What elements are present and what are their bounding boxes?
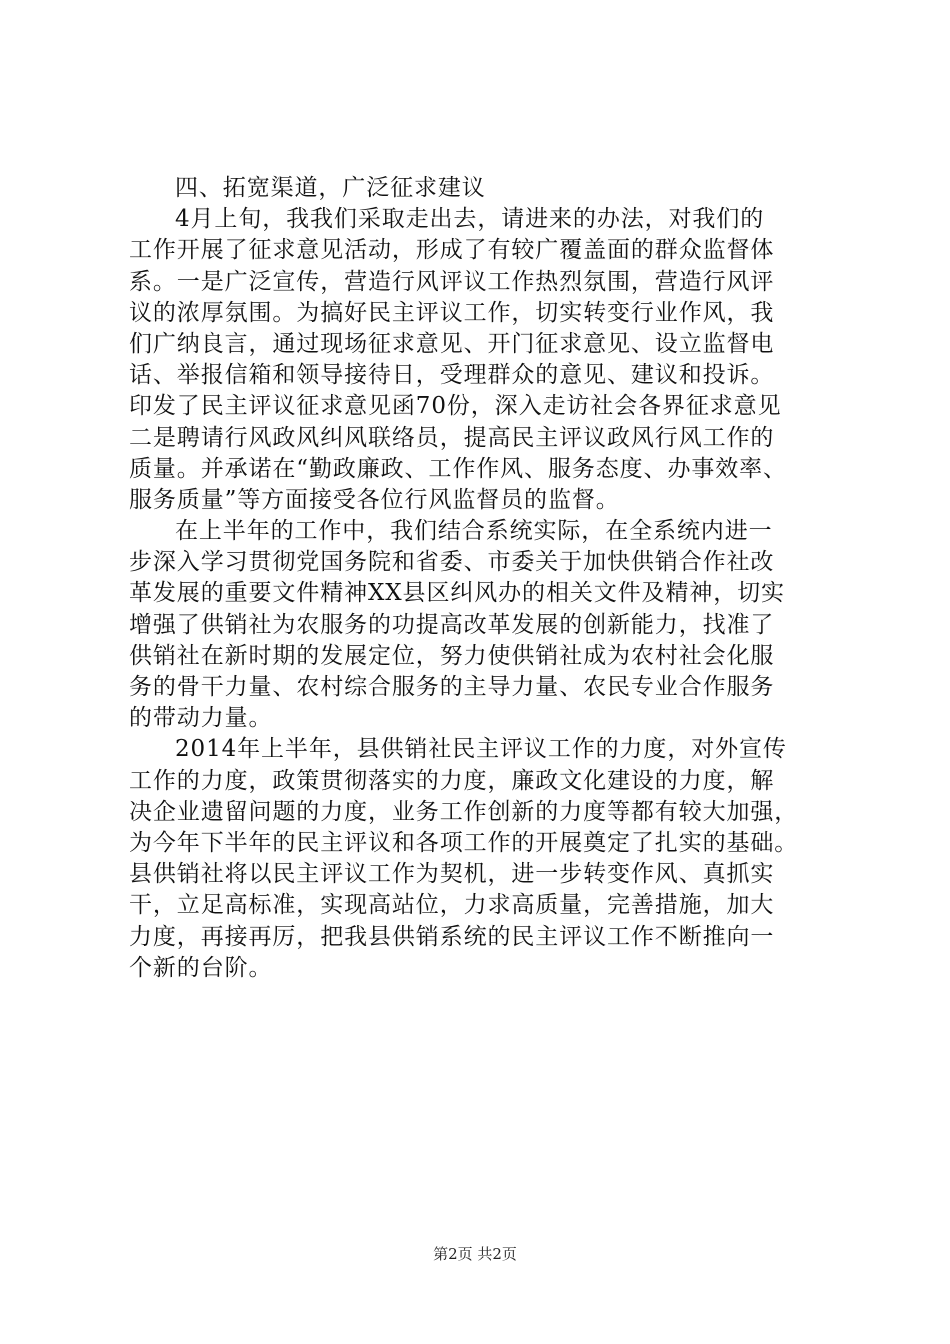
text-line: 步深入学习贯彻党国务院和省委、市委关于加快供销合作社改	[129, 549, 775, 576]
text-line: 四、拓宽渠道，广泛征求建议	[175, 175, 486, 201]
text-line: 们广纳良言，通过现场征求意见、开门征求意见、设立监督电	[129, 330, 775, 357]
text-line: 系。一是广泛宣传，营造行风评议工作热烈氛围，营造行风评	[129, 268, 775, 295]
text-line: 2014年上半年，县供销社民主评议工作的力度，对外宣传	[175, 736, 787, 763]
text-line: 干，立足高标准，实现高站位，力求高质量，完善措施，加大	[129, 892, 775, 919]
page-number-footer: 第2页 共2页	[433, 1245, 517, 1263]
text-line: 4月上旬，我我们采取走出去，请进来的办法，对我们的	[175, 206, 765, 233]
text-line: 二是聘请行风政风纠风联络员，提高民主评议政风行风工作的	[129, 424, 775, 451]
text-line: 力度，再接再厉，把我县供销系统的民主评议工作不断推向一	[129, 923, 775, 950]
text-line: 在上半年的工作中，我们结合系统实际，在全系统内进一	[175, 518, 773, 545]
section-heading	[129, 173, 829, 204]
text-line: 工作的力度，政策贯彻落实的力度，廉政文化建设的力度，解	[129, 767, 775, 794]
text-line: 的带动力量。	[129, 705, 273, 732]
text-line: 县供销社将以民主评议工作为契机，进一步转变作风、真抓实	[129, 861, 775, 888]
document-body	[129, 173, 829, 984]
text-line: 服务质量”等方面接受各位行风监督员的监督。	[129, 486, 620, 513]
text-line: 供销社在新时期的发展定位，努力使供销社成为农村社会化服	[129, 642, 775, 669]
text-line: 增强了供销社为农服务的功提高改革发展的创新能力，找准了	[129, 611, 775, 638]
text-line: 个新的台阶。	[129, 954, 273, 981]
paragraph	[129, 204, 829, 516]
text-line: 为今年下半年的民主评议和各项工作的开展奠定了扎实的基础。	[129, 829, 799, 856]
text-line: 务的骨干力量、农村综合服务的主导力量、农民专业合作服务	[129, 674, 775, 700]
text-line: 质量。并承诺在“勤政廉政、工作作风、服务态度、办事效率、	[129, 455, 787, 482]
text-line: 决企业遗留问题的力度，业务工作创新的力度等都有较大加强，	[129, 798, 799, 825]
paragraph	[129, 516, 829, 734]
text-line: 革发展的重要文件精神XX县区纠风办的相关文件及精神，切实	[129, 580, 785, 607]
text-line: 议的浓厚氛围。为搞好民主评议工作，切实转变行业作风，我	[129, 299, 775, 326]
text-line: 话、举报信箱和领导接待日，受理群众的意见、建议和投诉。	[129, 362, 775, 389]
text-line: 工作开展了征求意见活动，形成了有较广覆盖面的群众监督体	[129, 237, 775, 264]
text-line: 印发了民主评议征求意见函70份，深入走访社会各界征求意见	[129, 393, 782, 420]
paragraph	[129, 734, 829, 984]
